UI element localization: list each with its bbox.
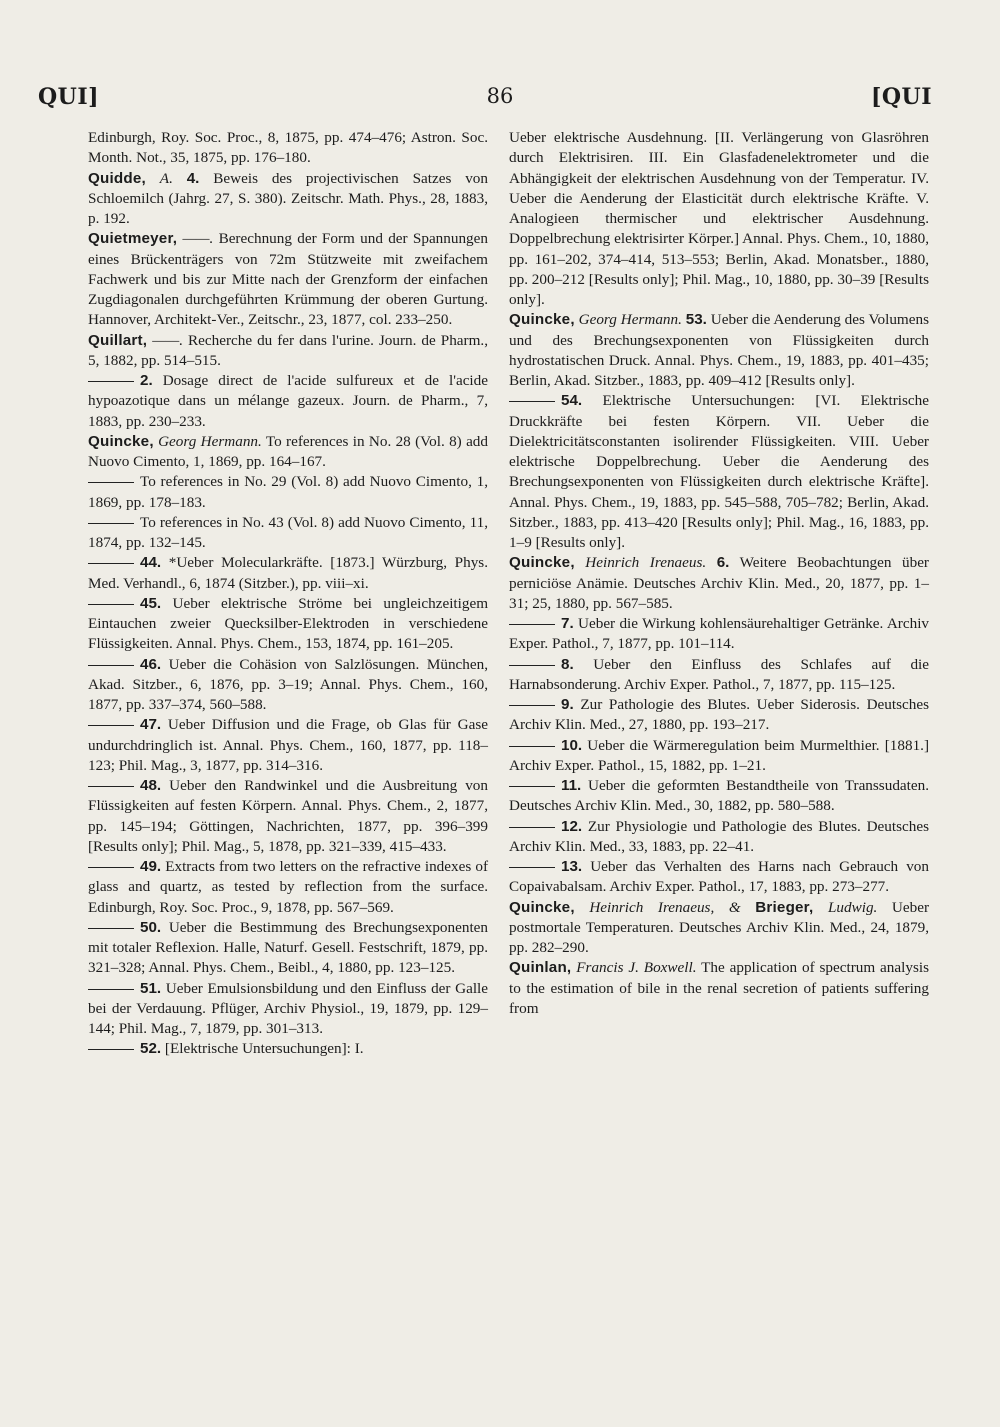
author-surname: Quincke, (509, 554, 575, 572)
entry-text: Weitere Beobachtungen über perniciöse Anämie. Deutsches Archiv Klin. Med., 20, 1877, pp. 1–31; 25, 1880, pp. 567–585. (509, 554, 929, 612)
entry-text: Zur Physiologie und Pathologie des Blutes. Deutsches Archiv Klin. Med., 33, 1883, pp. 22–41. (509, 817, 930, 855)
entry-number: 52. (140, 1040, 162, 1058)
entry-number: 4. (186, 169, 200, 187)
repeat-author-dash (88, 563, 134, 564)
bibliography-entry (509, 310, 929, 391)
bibliography-entry (509, 776, 929, 817)
bibliography-entry (88, 715, 488, 776)
bibliography-entry (88, 128, 488, 169)
entry-number: 13. (561, 858, 583, 875)
entry-text: Ueber die Wärmeregulation beim Murmelthier. [1881.] Archiv Exper. Pathol., 15, 1882, pp. 1–21. (509, 736, 930, 774)
entry-text: Dosage direct de l'acide sulfureux et de l'acide hypoazotique dans un mélange gazeux. Journ. de Pharm., 7, 1883, pp. 230–233. (88, 372, 488, 430)
repeat-author-dash (509, 705, 555, 706)
entry-number: 51. (140, 979, 162, 997)
bibliography-entry (509, 391, 929, 553)
repeat-author-dash (88, 867, 134, 868)
repeat-author-dash (88, 665, 134, 666)
entry-number: 46. (140, 655, 162, 673)
author-surname: Quincke, (509, 311, 575, 329)
author-surname: Quinlan, (509, 959, 572, 977)
entry-text: To references in No. 28 (Vol. 8) add Nuovo Cimento, 1, 1869, pp. 164–167. (88, 432, 488, 470)
entry-text: Ueber die Bestimmung des Brechungsexponenten mit totaler Reflexion. Halle, Naturf. Gesell. Festschrift, 1879, pp. 321–328; Annal. Phys. Chem., Beibl., 4, 1880, pp. 123–125. (88, 918, 489, 977)
bibliography-entry (88, 1039, 488, 1059)
entry-number: 11. (561, 777, 582, 794)
entry-text: Ueber elektrische Ausdehnung. [II. Verlängerung von Glasröhren durch Elektrisiren. III. Ein Glasfadenelektrometer und die Abhängigkeit der elektrischen Ausdehnung von der Temperatur. IV. Ueber die Aenderung der Elasticität durch elektrische Kräfte. V. Analogieen thermischer und elektrischer Ausdehnung. Doppelbrechung elektrisirter Körper.] Annal. Phys. Chem., 10, 1880, pp. 161–202, 374–414, 513–553; Berlin, Akad. Monatsber., 1880, pp. 200–212 [Results only]; Phil. Mag., 10, 1880, pp. 30–39 [Results only]. (509, 129, 929, 308)
repeat-author-dash (88, 482, 134, 483)
author-forename: Heinrich Irenaeus. (585, 554, 707, 572)
entry-number: 10. (561, 736, 583, 754)
entry-number: 9. (561, 696, 574, 713)
author-forename: A. (159, 169, 173, 187)
entry-number: 45. (140, 594, 162, 612)
author-surname: Quincke, (509, 898, 575, 916)
author-surname: Quietmeyer, (88, 230, 178, 248)
entry-text: Ueber das Verhalten des Harns nach Gebrauch von Copaivabalsam. Archiv Exper. Pathol., 17, 1883, pp. 273–277. (509, 858, 929, 896)
left-column (88, 128, 488, 1060)
page-number: 86 (486, 84, 514, 108)
running-head-left: QUI] (38, 84, 100, 110)
entry-text: Ueber die Wirkung kohlensäurehaltiger Getränke. Archiv Exper. Pathol., 7, 1877, pp. 101–114. (509, 615, 930, 653)
entry-text: Extracts from two letters on the refractive indexes of glass and quartz, as tested by reflection from the surface. Edinburgh, Roy. Soc. Proc., 9, 1878, pp. 567–569. (88, 858, 488, 916)
repeat-author-dash (509, 665, 555, 666)
bibliography-entry (88, 472, 488, 513)
entry-text: Ueber postmortale Temperaturen. Deutsches Archiv Klin. Med., 24, 1879, pp. 282–290. (509, 898, 930, 956)
bibliography-entry (88, 857, 488, 918)
bibliography-entry (509, 695, 929, 736)
entry-number: 12. (561, 817, 583, 835)
entry-number: 48. (140, 777, 162, 794)
repeat-author-dash (509, 867, 555, 868)
author-forename: Georg Hermann. (578, 311, 682, 329)
repeat-author-dash (88, 786, 134, 787)
entry-number: 47. (140, 716, 162, 734)
bibliography-entry (88, 655, 488, 716)
bibliography-entry (88, 776, 488, 857)
entry-text: To references in No. 43 (Vol. 8) add Nuovo Cimento, 11, 1874, pp. 132–145. (88, 513, 488, 551)
author-surname: Quincke, (88, 432, 154, 450)
entry-number: 49. (140, 858, 162, 875)
entry-text: Ueber den Einfluss des Schlafes auf die Harnabsonderung. Archiv Exper. Pathol., 7, 1877, pp. 115–125. (509, 655, 929, 693)
bibliography-entry (88, 432, 488, 473)
entry-number: 6. (716, 554, 730, 572)
repeat-author-dash (88, 928, 134, 929)
repeat-author-dash (509, 624, 555, 625)
bibliography-entry (509, 128, 929, 310)
repeat-author-dash (509, 827, 555, 828)
bibliography-entry (509, 736, 929, 777)
author-forename: ——. (152, 331, 183, 349)
bibliography-entry (509, 817, 929, 858)
author-forename: Francis J. Boxwell. (576, 959, 697, 977)
entry-text: To references in No. 29 (Vol. 8) add Nuovo Cimento, 1, 1869, pp. 178–183. (88, 473, 488, 511)
running-head-right: [QUI (870, 84, 932, 110)
bibliography-entry (88, 918, 488, 979)
entry-number: 7. (561, 615, 574, 632)
repeat-author-dash (509, 746, 555, 747)
author-forename: Heinrich Irenaeus, & (589, 898, 741, 916)
entry-text: Recherche du fer dans l'urine. Journ. de Pharm., 5, 1882, pp. 514–515. (88, 331, 488, 369)
repeat-author-dash (509, 786, 555, 787)
bibliography-entry (88, 169, 488, 230)
bibliography-entry (88, 229, 488, 330)
entry-text: Zur Pathologie des Blutes. Ueber Siderosis. Deutsches Archiv Klin. Med., 27, 1880, pp. 193–217. (509, 696, 929, 734)
repeat-author-dash (88, 604, 134, 605)
entry-number: 8. (561, 655, 574, 673)
bibliography-entry (509, 958, 929, 1019)
entry-text: Ueber Diffusion und die Frage, ob Glas für Gase undurchdringlich ist. Annal. Phys. Chem., 160, 1877, pp. 118–123; Phil. Mag., 3, 1877, pp. 314–316. (88, 716, 488, 774)
bibliography-entry (88, 371, 488, 432)
bibliography-entry (88, 553, 488, 594)
repeat-author-dash (88, 725, 134, 726)
entry-number: 50. (140, 918, 162, 936)
bibliography-entry (88, 979, 488, 1040)
bibliography-entry (88, 331, 488, 372)
repeat-author-dash (509, 401, 555, 402)
bibliography-entry (509, 553, 929, 614)
entry-text: Ueber die Cohäsion von Salzlösungen. München, Akad. Sitzber., 6, 1876, pp. 3–19; Annal. Phys. Chem., 160, 1877, pp. 337–374, 560–588. (88, 655, 489, 713)
entry-number: 2. (140, 372, 153, 389)
bibliography-entry (88, 594, 488, 655)
entry-text: Ueber den Randwinkel und die Ausbreitung von Flüssigkeiten auf festen Körpern. Annal. Phys. Chem., 2, 1877, pp. 145–194; Göttingen, Nachrichten, 1877, pp. 396–399 [Results only]; Phil. Mag., 5, 1878, pp. 321–339, 415–433. (88, 777, 488, 855)
bibliography-entry (88, 513, 488, 554)
author-surname: Quillart, (88, 331, 148, 349)
entry-number: 54. (561, 392, 583, 410)
entry-text: Beweis des projectivischen Satzes von Schloemilch (Jahrg. 27, S. 380). Zeitschr. Math. Phys., 28, 1883, p. 192. (88, 169, 488, 227)
entry-text: [Elektrische Untersuchungen]: I. (164, 1040, 364, 1058)
entry-text: Ueber die geformten Bestandtheile von Transsudaten. Deutsches Archiv Klin. Med., 30, 1882, pp. 580–588. (509, 777, 930, 815)
bibliography-entry (509, 614, 929, 655)
entry-text: The application of spectrum analysis to the estimation of bile in the renal secretion of patients suffering from (509, 959, 929, 1017)
entry-text: Edinburgh, Roy. Soc. Proc., 8, 1875, pp. 474–476; Astron. Soc. Month. Not., 35, 1875, pp. 176–180. (88, 129, 488, 167)
bibliography-entry (509, 655, 929, 696)
entry-text: Ueber die Aenderung des Volumens und des Brechungsexponenten von Flüssigkeiten durch hydrostatischen Druck. Annal. Phys. Chem., 19, 1883, pp. 401–435; Berlin, Akad. Sitzber., 1883, pp. 409–412 [Results only]. (509, 311, 929, 389)
entry-text: Berechnung der Form und der Spannungen eines Brückenträgers von 72m Stützweite mit zweifachem Fachwerk und bis zur Mitte nach der Grenzform der einfachen Zugdiagonalen durchgeführten Krümmung der oberen Gurtung. Hannover, Architekt-Ver., Zeitschr., 23, 1877, col. 233–250. (88, 230, 488, 329)
repeat-author-dash (88, 381, 134, 382)
author-surname: Quidde, (88, 169, 146, 187)
bibliography-entry (509, 898, 929, 959)
entry-text: Elektrische Untersuchungen: [VI. Elektrische Druckkräfte bei festen Körpern. VII. Ueber die Dielektricitätsconstanten isolirender Flüssigkeiten. VIII. Ueber elektrische Doppelbrechung. Ueber die Aenderung des Brechungsexponenten von Flüssigkeiten durch elektrische Kräfte]. Annal. Phys. Chem., 19, 1883, pp. 545–588, 705–782; Berlin, Akad. Sitzber., 1883, pp. 413–420 [Results only]; Phil. Mag., 16, 1883, pp. 1–9 [Results only]. (509, 392, 930, 551)
entry-number: 53. (685, 311, 707, 329)
repeat-author-dash (88, 1049, 134, 1050)
author-forename: Georg Hermann. (158, 432, 262, 450)
coauthor-forename: Ludwig. (827, 898, 878, 916)
coauthor-surname: Brieger, (755, 898, 814, 916)
entry-text: Ueber Emulsionsbildung und den Einfluss der Galle bei der Verdauung. Pflüger, Archiv Physiol., 19, 1879, pp. 129–144; Phil. Mag., 7, 1879, pp. 301–313. (88, 979, 488, 1037)
entry-text: Ueber elektrische Ströme bei ungleichzeitigem Eintauchen zweier Quecksilber-Elektroden in verschiedene Flüssigkeiten. Annal. Phys. Chem., 153, 1874, pp. 161–205. (88, 594, 489, 653)
bibliography-entry (509, 857, 929, 898)
entry-number: 44. (140, 554, 162, 572)
repeat-author-dash (88, 989, 134, 990)
author-forename: ——. (182, 230, 214, 248)
right-column (509, 128, 929, 1019)
entry-text: *Ueber Molecularkräfte. [1873.] Würzburg, Phys. Med. Verhandl., 6, 1874 (Sitzber.), pp. viii–xi. (88, 554, 488, 592)
repeat-author-dash (88, 523, 134, 524)
